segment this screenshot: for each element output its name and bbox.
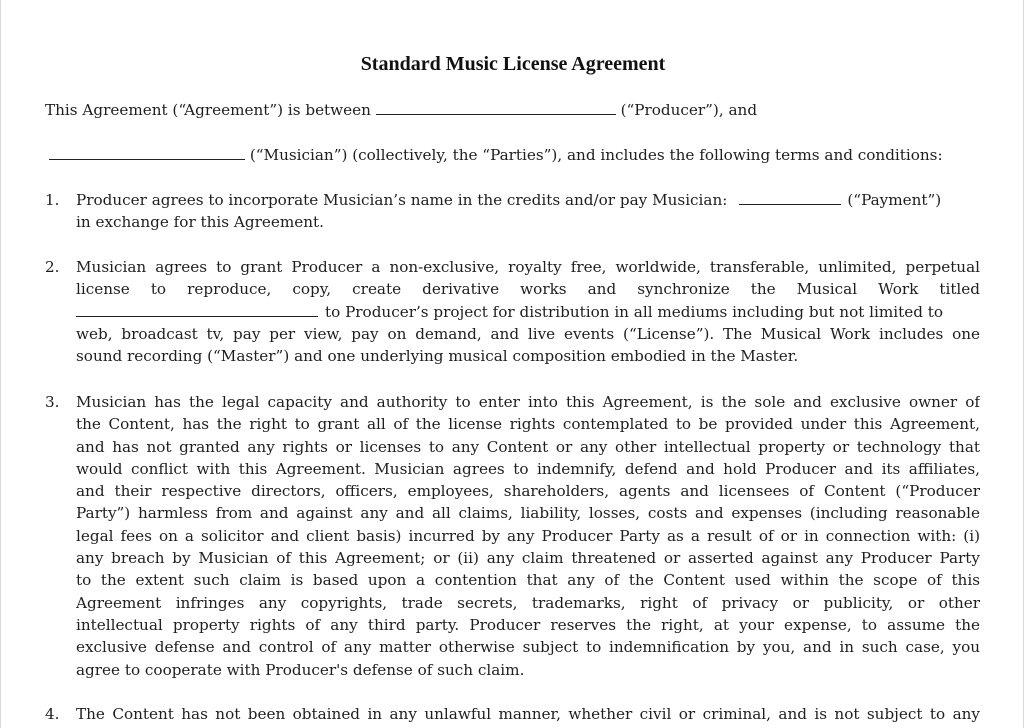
clause-line: Musician agrees to grant Producer a non-exclusive, royalty free, worldwide, transferable, unlimited, perpetual (76, 258, 980, 276)
clause-line: The Content has not been obtained in any unlawful manner, whether civil or criminal, and is not subject to any (76, 705, 980, 723)
clause-number: 4. (45, 705, 60, 723)
clause-line: sound recording (“Master”) and one underlying musical composition embodied in the Master. (76, 347, 799, 366)
clause-body (76, 256, 980, 367)
clause-line: would conflict with this Agreement. Musician agrees to indemnify, defend and hold Producer and its affiliates, (76, 459, 980, 478)
intro-text-2: (“Musician”) (collectively, the “Parties”), and includes the following terms and conditions: (245, 146, 943, 164)
clause-number: 3. (45, 393, 60, 411)
producer-name-blank[interactable] (376, 100, 616, 115)
clause-line: in exchange for this Agreement. (76, 213, 324, 232)
clause-line: exclusive defense and control of any matter otherwise subject to indemnification by you, and in such case, you (76, 638, 980, 657)
clause-body (76, 189, 980, 234)
clause-line: and their respective directors, officers, employees, shareholders, agents and licensees of Content (“Producer (76, 482, 980, 501)
musician-name-blank[interactable] (49, 145, 245, 160)
clause-body (76, 703, 980, 725)
clause-number: 1. (45, 191, 60, 209)
clause-line: Musician has the legal capacity and authority to enter into this Agreement, is the sole and exclusive owner of (76, 393, 980, 411)
intro-text-before: This Agreement (“Agreement”) is between (45, 101, 376, 119)
clause-line: and has not granted any rights or licenses to any Content or any other intellectual property or technology that (76, 437, 980, 456)
clause-line: the Content, has the right to grant all of the license rights contemplated to be provided under this Agreement, (76, 415, 980, 434)
clause-line: to Producer’s project for distribution in all mediums including but not limited to (76, 301, 980, 323)
clause-number: 2. (45, 258, 60, 276)
clause-line: Agreement infringes any copyrights, trade secrets, trademarks, right of privacy or publicity, or other (76, 593, 980, 612)
clause-line: any breach by Musician of this Agreement; or (ii) any claim threatened or asserted against any Producer Party (76, 549, 980, 568)
clause-line: to the extent such claim is based upon a contention that any of the Content used within the scope of this (76, 571, 980, 590)
clause-line: intellectual property rights of any third party. Producer reserves the right, at your expense, to assume the (76, 615, 980, 634)
clause-line: legal fees on a solicitor and client basis) incurred by any Producer Party as a result of or in connection with: (i) (76, 526, 980, 545)
intro-line-2 (49, 144, 943, 166)
clause-line: web, broadcast tv, pay per view, pay on demand, and live events (“License”). The Musical Work includes one (76, 324, 980, 343)
clause-body (76, 391, 980, 681)
clause-line: agree to cooperate with Producer's defense of such claim. (76, 660, 525, 679)
intro-text-after: (“Producer”), and (615, 101, 758, 119)
musical-work-title-blank[interactable] (76, 302, 318, 317)
clause-line: Party”) harmless from and against any and all claims, liability, losses, costs and expenses (including reasonable (76, 504, 980, 523)
clause-line: Producer agrees to incorporate Musician’s name in the credits and/or pay Musician: (“Payment”) (76, 191, 942, 209)
clause-line: license to reproduce, copy, create derivative works and synchronize the Musical Work titled (76, 280, 980, 299)
intro-line-1 (45, 99, 757, 121)
document-title: Standard Music License Agreement (360, 53, 666, 75)
payment-amount-blank[interactable] (739, 190, 841, 205)
